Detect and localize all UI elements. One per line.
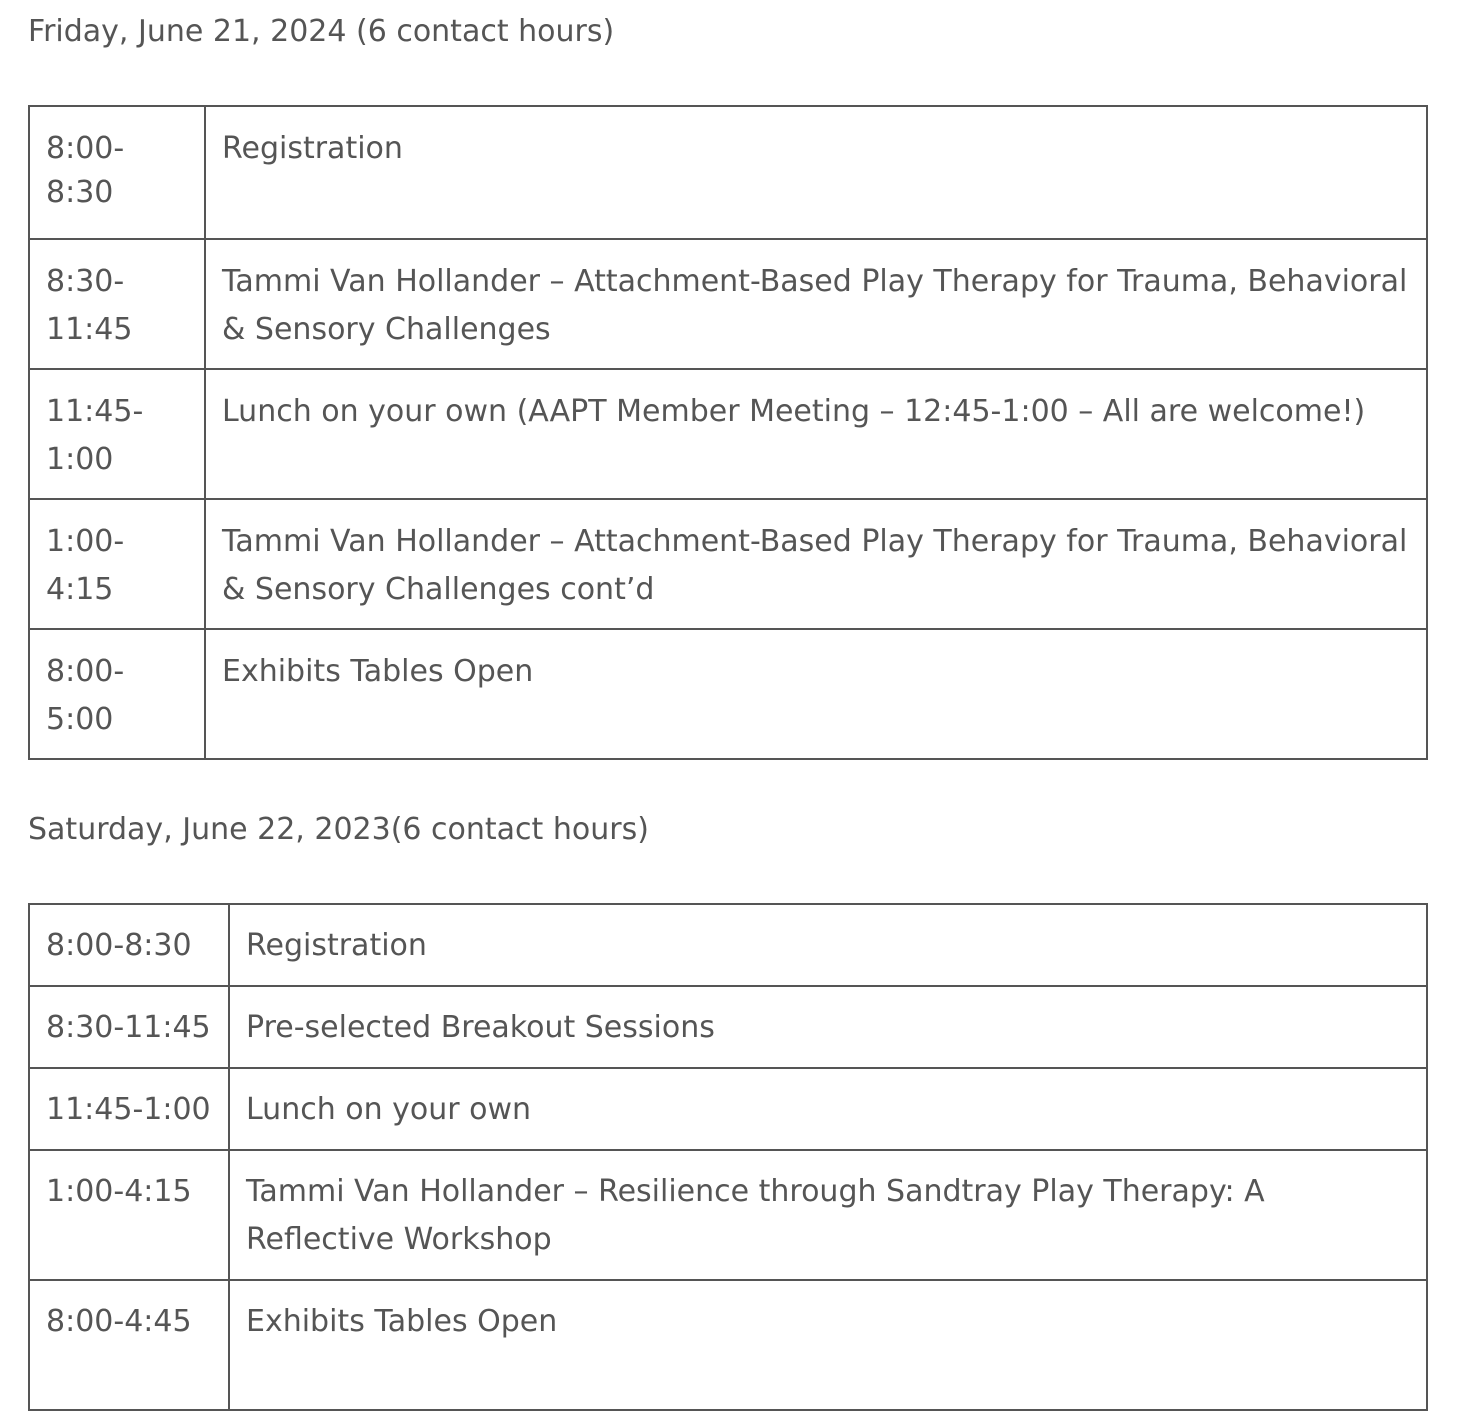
time-cell bbox=[29, 499, 205, 629]
event-cell: Tammi Van Hollander – Attachment-Based Play Therapy for Trauma, Behavioral & Sensory Challenges cont’d bbox=[205, 499, 1427, 629]
table-row bbox=[29, 239, 1427, 369]
time-end: 1:00 bbox=[46, 442, 114, 477]
time-cell: 8:00-4:45 bbox=[29, 1280, 229, 1410]
table-row bbox=[29, 499, 1427, 629]
time-cell: 8:30-11:45 bbox=[29, 986, 229, 1068]
event-cell: Lunch on your own (AAPT Member Meeting – 12:45-1:00 – All are welcome!) bbox=[205, 369, 1427, 499]
table-row bbox=[29, 1068, 1427, 1150]
event-cell: Exhibits Tables Open bbox=[229, 1280, 1427, 1410]
event-cell: Registration bbox=[229, 904, 1427, 986]
event-cell: Registration bbox=[205, 106, 1427, 239]
time-cell: 8:00-8:30 bbox=[29, 904, 229, 986]
event-cell: Lunch on your own bbox=[229, 1068, 1427, 1150]
time-cell bbox=[29, 629, 205, 759]
table-row bbox=[29, 904, 1427, 986]
event-cell: Pre-selected Breakout Sessions bbox=[229, 986, 1427, 1068]
saturday-heading: Saturday, June 22, 2023(6 contact hours) bbox=[28, 812, 649, 847]
friday-schedule-table bbox=[28, 105, 1428, 760]
time-cell bbox=[29, 239, 205, 369]
event-cell: Tammi Van Hollander – Resilience through Sandtray Play Therapy: A Reflective Workshop bbox=[229, 1150, 1427, 1280]
time-cell bbox=[29, 369, 205, 499]
saturday-schedule-table bbox=[28, 903, 1428, 1411]
time-cell: 1:00-4:15 bbox=[29, 1150, 229, 1280]
time-start: 1:00- bbox=[46, 524, 125, 559]
time-start: 8:00- bbox=[46, 654, 125, 689]
time-start: 11:45- bbox=[46, 394, 144, 429]
friday-heading: Friday, June 21, 2024 (6 contact hours) bbox=[28, 14, 615, 49]
time-cell: 8:00-8:30 bbox=[29, 106, 205, 239]
table-row bbox=[29, 1280, 1427, 1410]
event-cell: Tammi Van Hollander – Attachment-Based Play Therapy for Trauma, Behavioral & Sensory Challenges bbox=[205, 239, 1427, 369]
table-row bbox=[29, 106, 1427, 239]
time-end: 5:00 bbox=[46, 702, 114, 737]
table-row bbox=[29, 986, 1427, 1068]
time-start: 8:30- bbox=[46, 264, 125, 299]
time-cell: 11:45-1:00 bbox=[29, 1068, 229, 1150]
time-end: 4:15 bbox=[46, 572, 114, 607]
time-end: 11:45 bbox=[46, 312, 133, 347]
table-row bbox=[29, 369, 1427, 499]
table-row bbox=[29, 1150, 1427, 1280]
event-cell: Exhibits Tables Open bbox=[205, 629, 1427, 759]
table-row bbox=[29, 629, 1427, 759]
